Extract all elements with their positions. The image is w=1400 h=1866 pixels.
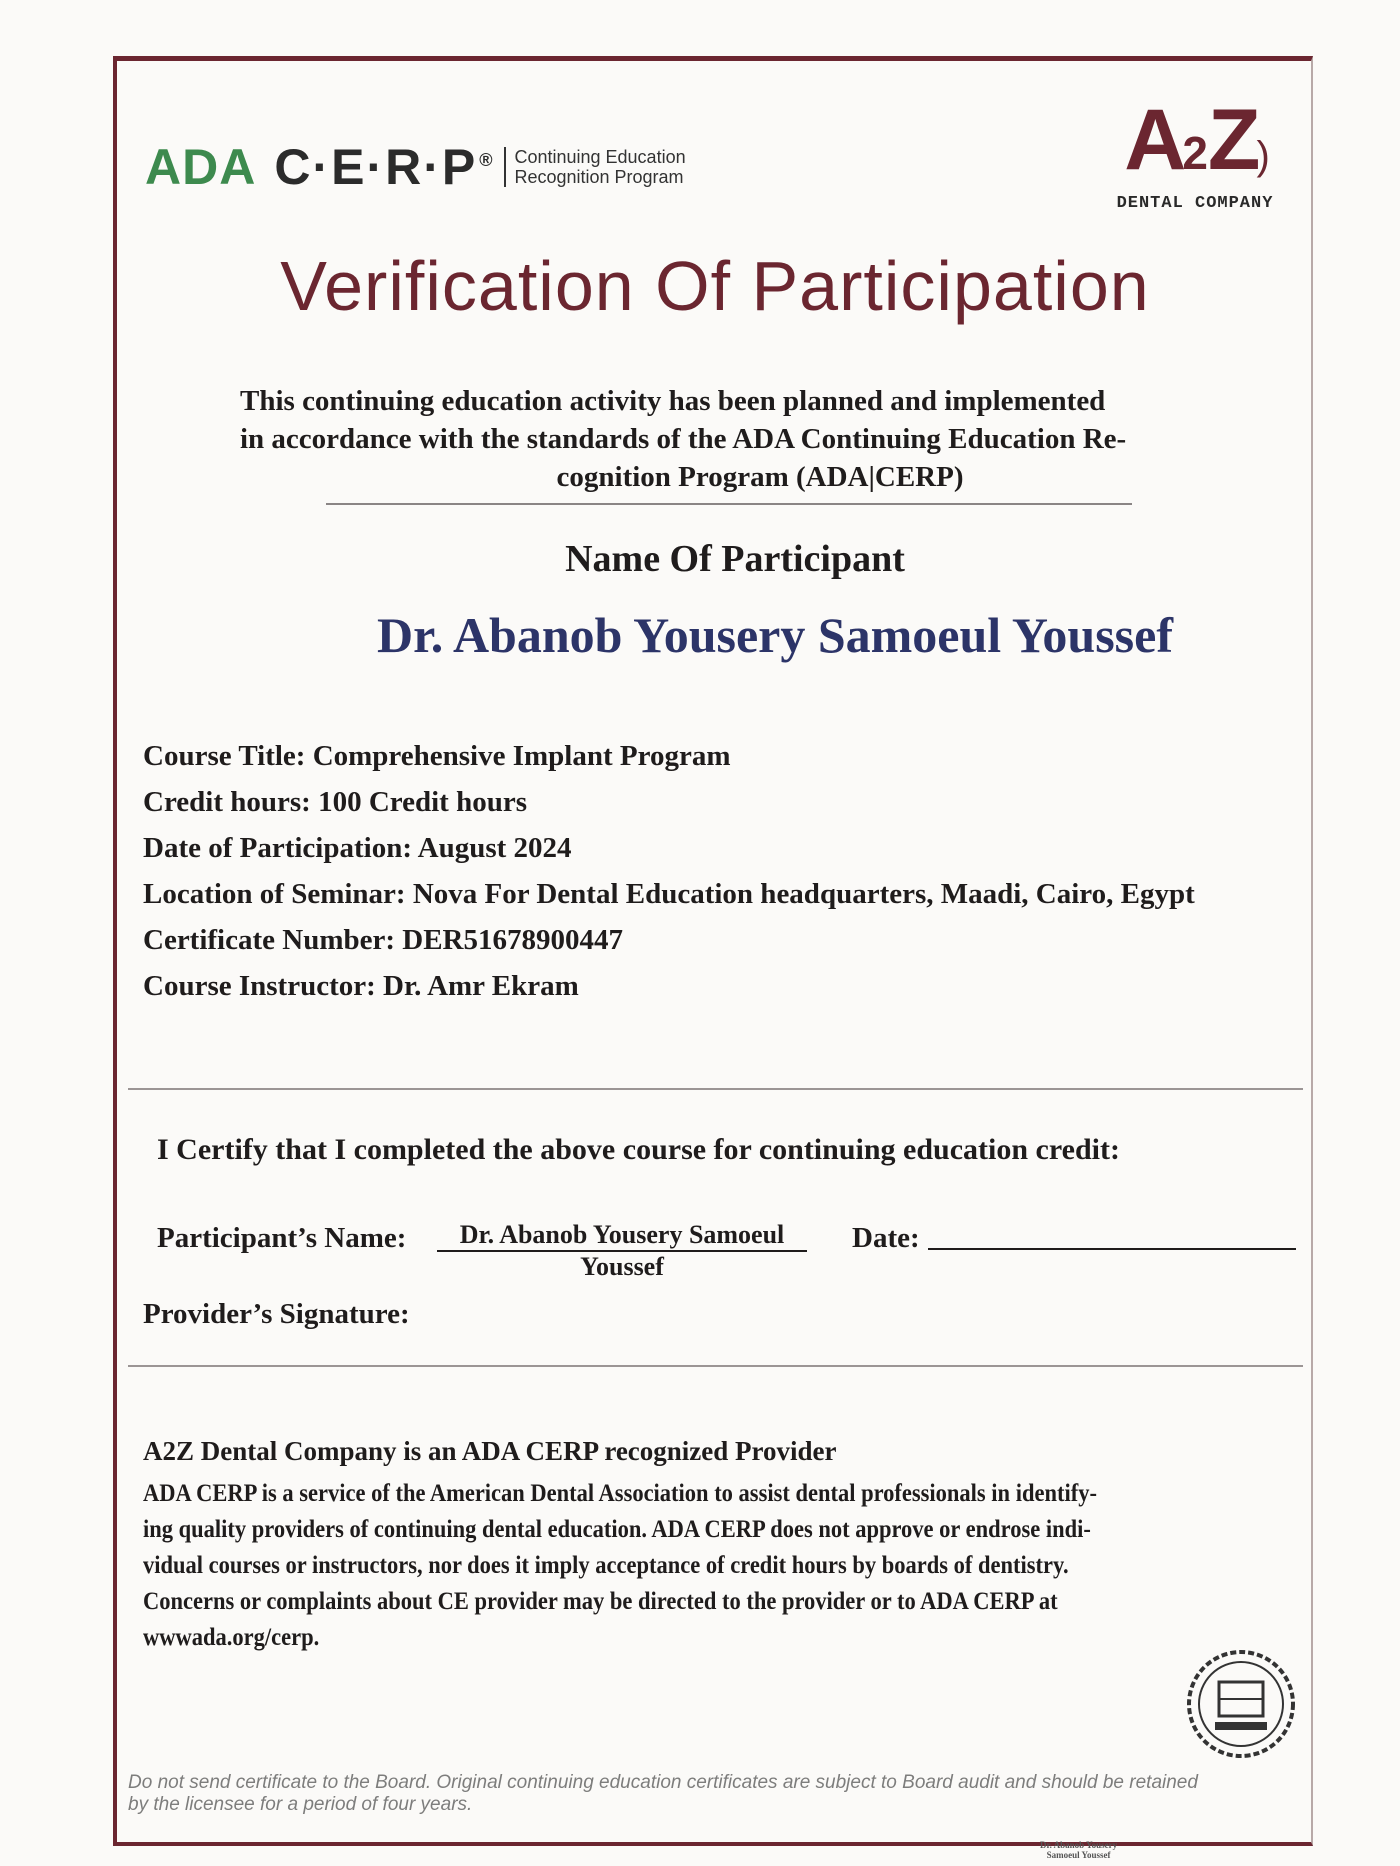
participant-name-value: Dr. Abanob Yousery Samoeul Youssef: [437, 1220, 807, 1282]
participant-name: Dr. Abanob Yousery Samoeul Youssef: [377, 607, 1173, 663]
stamp-seal-icon: [1185, 1648, 1297, 1760]
credit-hours-row: Credit hours: 100 Credit hours: [143, 786, 527, 818]
certificate-number-row: Certificate Number: DER51678900447: [143, 924, 624, 956]
provider-heading: A2Z Dental Company is an ADA CERP recognized Provider: [143, 1436, 837, 1466]
ada-cerp-logo: [145, 138, 686, 196]
divider-line: [326, 503, 1132, 505]
date-of-participation-row: Date of Participation: August 2024: [143, 832, 572, 864]
certify-statement: I Certify that I completed the above course for continuing education credit:: [157, 1133, 1120, 1166]
course-instructor-row: Course Instructor: Dr. Amr Ekram: [143, 970, 579, 1002]
ada-logo-subtitle: Continuing Education Recognition Program: [504, 147, 685, 187]
cerp-logo-text: C·E·R·P ®: [274, 139, 495, 195]
ada-logo-text: ADA: [145, 139, 257, 195]
divider-line: [128, 1088, 1303, 1090]
a2z-logo-mark: A2Z): [1124, 92, 1266, 188]
footer-note: Do not send certificate to the Board. Original continuing education certificates are subject to Board audit and should be retained by the licensee for a period of four years.: [128, 1772, 1198, 1815]
divider-line: [128, 1365, 1303, 1367]
participant-name-label: Participant’s Name:: [157, 1222, 407, 1254]
provider-signature-label: Provider’s Signature:: [143, 1298, 410, 1330]
intro-statement: This continuing education activity has been planned and implemented in accordance with the standards of the ADA Continuing Education Re- cognition Program (ADA|CERP): [240, 385, 1127, 493]
a2z-dental-logo: [1105, 92, 1285, 213]
location-row: Location of Seminar: Nova For Dental Education headquarters, Maadi, Cairo, Egypt: [143, 878, 1195, 910]
participant-heading: Name Of Participant: [565, 538, 905, 580]
course-details: [143, 733, 1195, 1009]
corner-name-tag: Dr. Abanob Yousery Samoeul Youssef: [1040, 1840, 1118, 1860]
date-label: Date:: [852, 1222, 920, 1254]
a2z-logo-subtitle: DENTAL COMPANY: [1116, 194, 1274, 213]
date-blank-line: [928, 1248, 1296, 1250]
certificate-title: Verification Of Participation: [280, 247, 1150, 325]
provider-disclaimer: ADA CERP is a service of the American Dental Association to assist dental professionals in identify- ing quality providers of continuing dental education. ADA CERP does not approve or endrose indi- vidual courses or instructors, nor does it imply acceptance of credit hours by boards of dentistry. Concerns or complaints about CE provider may be directed to the provider or to ADA CERP at wwwada.org/cerp.: [143, 1480, 1097, 1651]
course-title-row: Course Title: Comprehensive Implant Program: [143, 740, 731, 772]
